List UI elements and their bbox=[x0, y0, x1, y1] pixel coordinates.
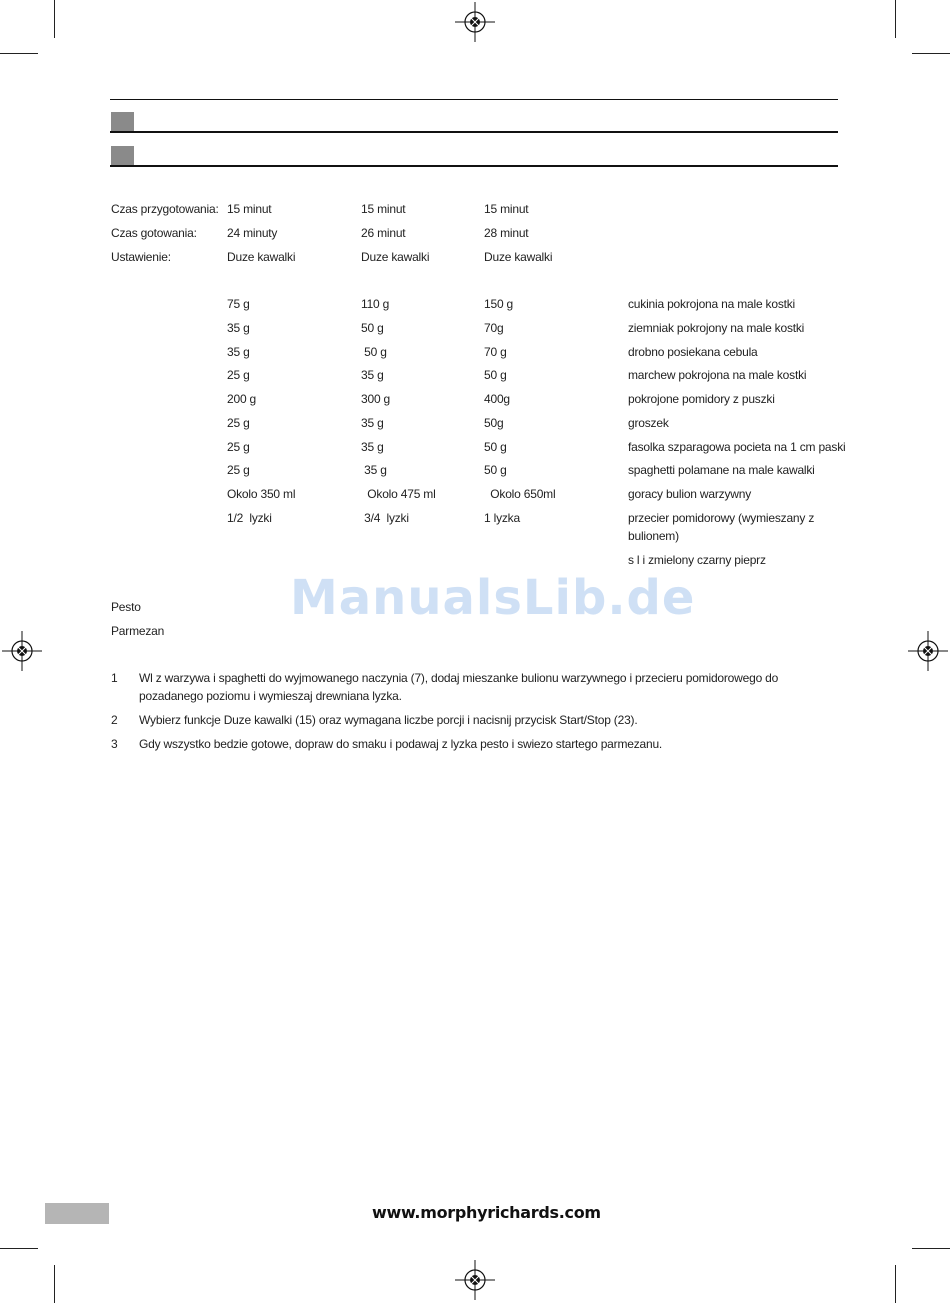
crop-mark bbox=[912, 1248, 950, 1249]
step-number: 1 bbox=[111, 671, 118, 685]
info-value: 15 minut bbox=[227, 202, 272, 216]
qty-large: 70g bbox=[484, 321, 504, 335]
qty-large: 70 g bbox=[484, 345, 507, 359]
qty-medium: 3/4 lyzki bbox=[361, 511, 409, 525]
section-marker bbox=[111, 112, 134, 131]
crop-mark bbox=[895, 1265, 896, 1303]
qty-large: Okolo 650ml bbox=[484, 487, 556, 501]
extra-ingredient: Parmezan bbox=[111, 624, 165, 638]
qty-small: 75 g bbox=[227, 297, 250, 311]
qty-small: 25 g bbox=[227, 368, 250, 382]
header-rule bbox=[110, 165, 838, 167]
ingredient-name: groszek bbox=[628, 416, 669, 430]
ingredient-name: fasolka szparagowa pocieta na 1 cm paski bbox=[628, 440, 846, 454]
crop-mark bbox=[895, 0, 896, 38]
crop-mark bbox=[54, 0, 55, 38]
ingredient-name: przecier pomidorowy (wymieszany z bulionem) bbox=[628, 511, 815, 543]
qty-medium: 35 g bbox=[361, 440, 384, 454]
ingredient-name: goracy bulion warzywny bbox=[628, 487, 751, 501]
qty-medium: 35 g bbox=[361, 463, 387, 477]
watermark: ManualsLib.de bbox=[290, 570, 696, 626]
step-number: 2 bbox=[111, 713, 118, 727]
page-number-box bbox=[45, 1203, 109, 1224]
step-text: Wl z warzywa i spaghetti do wyjmowanego naczynia (7), dodaj mieszanke bulionu warzywnego i przecieru pomidorowego do pozadanego poziomu i wymieszaj drewniana lyzka. bbox=[139, 671, 779, 703]
step-number: 3 bbox=[111, 737, 118, 751]
ingredient-name: cukinia pokrojona na male kostki bbox=[628, 297, 796, 311]
crop-mark bbox=[912, 53, 950, 54]
qty-small: 200 g bbox=[227, 392, 257, 406]
info-value: Duze kawalki bbox=[227, 250, 296, 264]
ingredient-name: pokrojone pomidory z puszki bbox=[628, 392, 775, 406]
qty-medium: 50 g bbox=[361, 345, 387, 359]
crop-mark bbox=[0, 1248, 38, 1249]
info-value: 15 minut bbox=[484, 202, 529, 216]
ingredient-name: s l i zmielony czarny pieprz bbox=[628, 553, 766, 567]
header-rule bbox=[110, 99, 838, 100]
info-value: 15 minut bbox=[361, 202, 406, 216]
qty-medium: 35 g bbox=[361, 416, 384, 430]
qty-large: 1 lyzka bbox=[484, 511, 520, 525]
info-label: Czas przygotowania: bbox=[111, 202, 219, 216]
qty-large: 50 g bbox=[484, 368, 507, 382]
qty-medium: 300 g bbox=[361, 392, 391, 406]
extra-ingredient: Pesto bbox=[111, 600, 141, 614]
registration-mark-icon bbox=[455, 2, 495, 42]
info-value: 28 minut bbox=[484, 226, 529, 240]
info-label: Czas gotowania: bbox=[111, 226, 197, 240]
ingredient-name: spaghetti polamane na male kawalki bbox=[628, 463, 815, 477]
ingredient-name: marchew pokrojona na male kostki bbox=[628, 368, 807, 382]
crop-mark bbox=[0, 53, 38, 54]
qty-small: 25 g bbox=[227, 463, 250, 477]
ingredient-name: ziemniak pokrojony na male kostki bbox=[628, 321, 805, 335]
qty-large: 50g bbox=[484, 416, 504, 430]
qty-medium: 35 g bbox=[361, 368, 384, 382]
info-label: Ustawienie: bbox=[111, 250, 171, 264]
registration-mark-icon bbox=[455, 1260, 495, 1300]
crop-mark bbox=[54, 1265, 55, 1303]
qty-large: 400g bbox=[484, 392, 510, 406]
qty-large: 150 g bbox=[484, 297, 514, 311]
section-marker bbox=[111, 146, 134, 165]
qty-small: 1/2 lyzki bbox=[227, 511, 272, 525]
info-value: 26 minut bbox=[361, 226, 406, 240]
qty-small: Okolo 350 ml bbox=[227, 487, 296, 501]
step-text: Gdy wszystko bedzie gotowe, dopraw do smaku i podawaj z lyzka pesto i swiezo startego parmezanu. bbox=[139, 737, 663, 751]
qty-medium: 110 g bbox=[361, 297, 390, 311]
info-value: Duze kawalki bbox=[484, 250, 553, 264]
qty-small: 35 g bbox=[227, 345, 250, 359]
registration-mark-icon bbox=[908, 631, 948, 671]
footer-url: www.morphyrichards.com bbox=[372, 1203, 601, 1222]
qty-medium: Okolo 475 ml bbox=[361, 487, 436, 501]
qty-small: 35 g bbox=[227, 321, 250, 335]
step-text: Wybierz funkcje Duze kawalki (15) oraz wymagana liczbe porcji i nacisnij przycisk Start/Stop (23). bbox=[139, 713, 638, 727]
qty-small: 25 g bbox=[227, 416, 250, 430]
qty-large: 50 g bbox=[484, 463, 507, 477]
info-value: Duze kawalki bbox=[361, 250, 430, 264]
registration-mark-icon bbox=[2, 631, 42, 671]
ingredient-name: drobno posiekana cebula bbox=[628, 345, 758, 359]
info-value: 24 minuty bbox=[227, 226, 278, 240]
qty-large: 50 g bbox=[484, 440, 507, 454]
header-rule bbox=[110, 131, 838, 133]
qty-small: 25 g bbox=[227, 440, 250, 454]
qty-medium: 50 g bbox=[361, 321, 384, 335]
